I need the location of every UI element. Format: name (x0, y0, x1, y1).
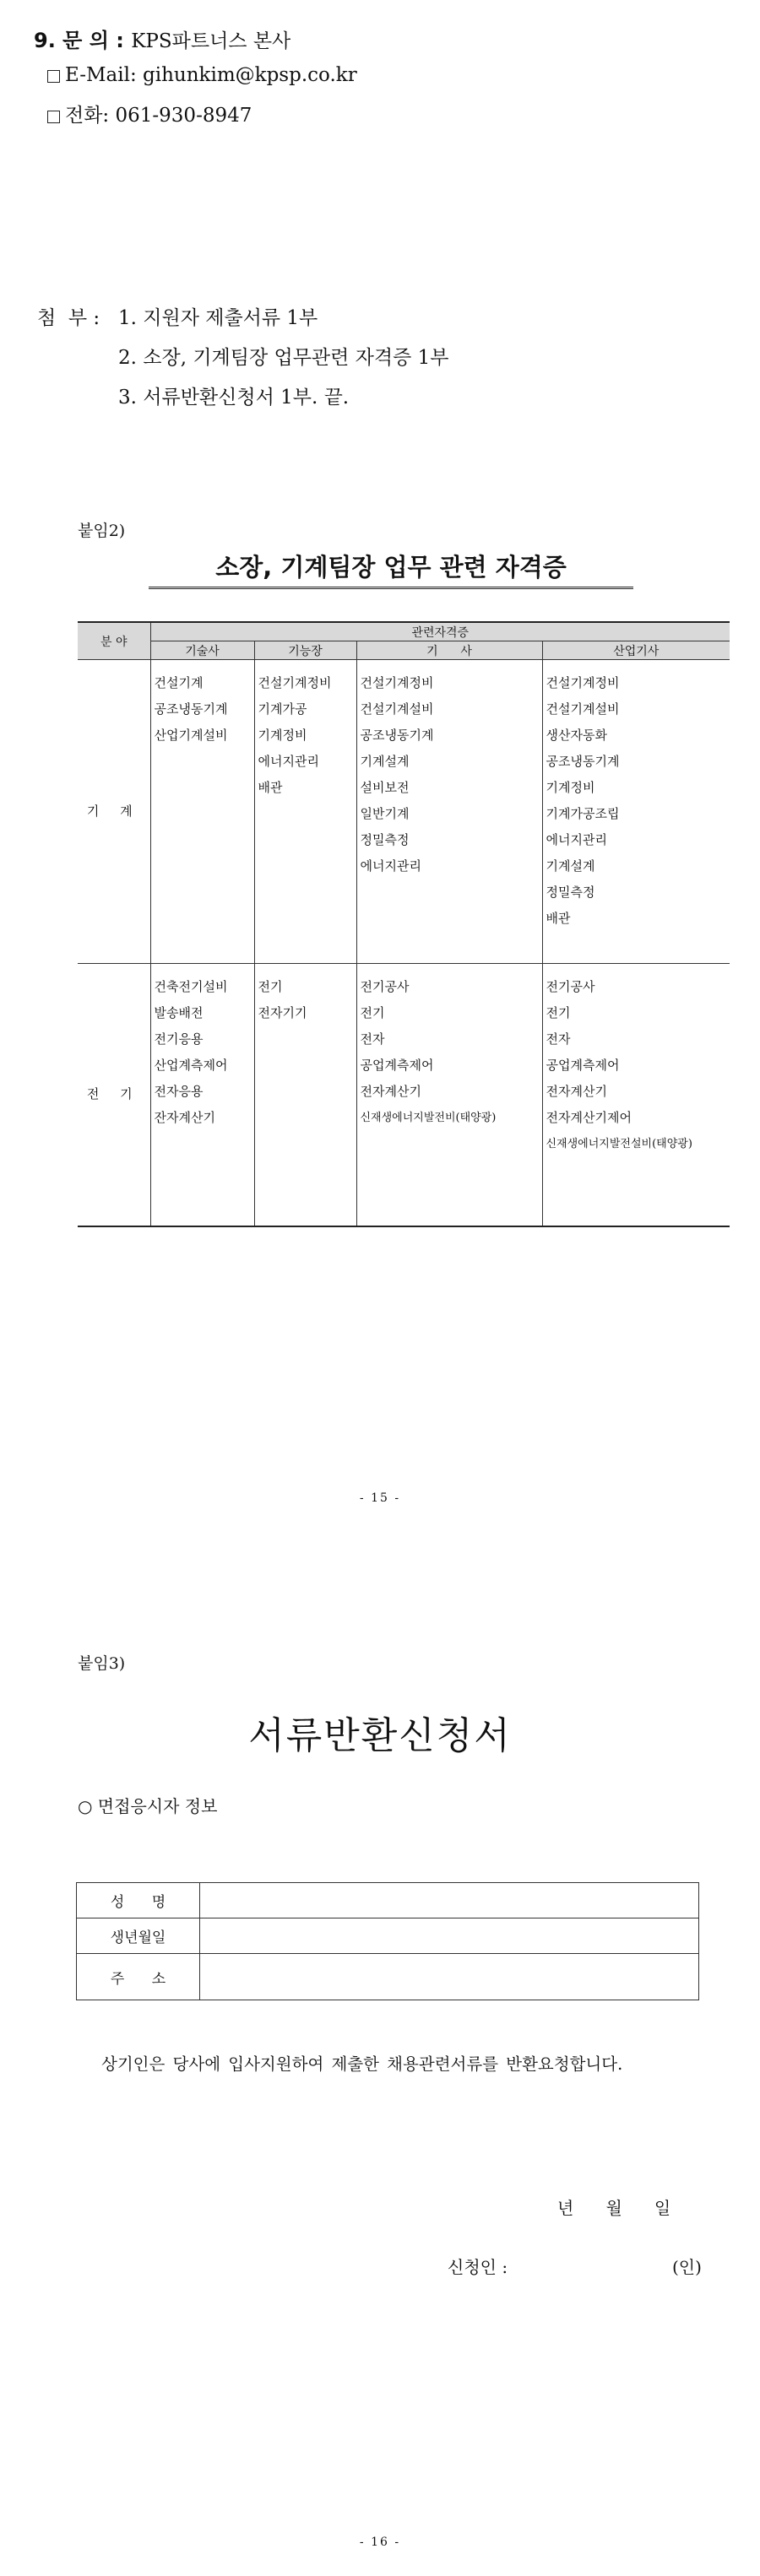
cert-item: 산업기계설비 (154, 728, 228, 743)
name-label: 성 명 (77, 1883, 200, 1918)
applicant-info-table (76, 1882, 699, 2000)
cert-item: 기계정비 (258, 728, 307, 743)
qualification-table (78, 621, 730, 1227)
cert-item: 생산자동화 (546, 728, 607, 743)
cert-item: 전기 (546, 1005, 571, 1020)
column-header: 기술사 (150, 641, 254, 660)
cert-item: 건설기계정비 (360, 675, 434, 690)
cert-item: 전자응용 (154, 1084, 204, 1099)
table-row (78, 660, 730, 964)
birthdate-field[interactable] (200, 1918, 699, 1954)
cert-item: 공업계측제어 (546, 1058, 620, 1073)
seal-mark: (인) (672, 2257, 702, 2277)
attachment-item: 1. 지원자 제출서류 1부 (118, 307, 318, 329)
inquiry-heading-num: 9. 문 의 : (34, 29, 124, 52)
cert-item: 전자기기 (258, 1005, 307, 1020)
cert-item: 에너지관리 (360, 858, 421, 874)
inquiry-heading (34, 24, 290, 53)
inquiry-org: KPS파트너스 본사 (131, 30, 291, 52)
cert-item: 정밀측정 (546, 885, 595, 900)
cert-item: 신재생에너지발전설비(태양광) (546, 1138, 692, 1150)
cert-cell (356, 660, 542, 964)
cert-item: 건설기계설비 (546, 701, 620, 717)
address-label: 주 소 (77, 1954, 200, 2000)
cert-cell (542, 660, 730, 964)
cert-item: 신재생에너지발전비(태양광) (360, 1112, 497, 1124)
section-heading: ○ 면접응시자 정보 (78, 1796, 218, 1816)
cert-item: 전자계산기제어 (546, 1110, 632, 1125)
cert-item: 기계설계 (360, 754, 410, 769)
name-field[interactable] (200, 1883, 699, 1918)
cert-item: 전자 (360, 1031, 385, 1047)
attachment-item: 3. 서류반환신청서 1부. 끝. (118, 387, 350, 409)
cert-cell (254, 964, 356, 1226)
table-row (77, 1918, 699, 1954)
page-number: - 16 - (359, 2535, 401, 2549)
cert-item: 설비보전 (360, 780, 410, 795)
group-header: 관련자격증 (150, 622, 730, 641)
cert-item: 기계설계 (546, 858, 595, 874)
cert-item: 일반기계 (360, 806, 410, 821)
applicant-label: 신청인 : (448, 2257, 508, 2277)
cert-item: 전기공사 (546, 979, 595, 994)
date-line: 년 월 일 (557, 2198, 671, 2218)
annex2-label: 붙임2) (78, 522, 126, 540)
cert-item: 기계정비 (546, 780, 595, 795)
inquiry-email-line (47, 62, 357, 88)
cert-item: 전기 (360, 1005, 385, 1020)
cert-item: 잔자계산기 (154, 1110, 215, 1125)
inquiry-phone-line (47, 103, 252, 128)
cert-item: 건설기계 (154, 675, 204, 690)
cert-item: 기계가공조립 (546, 806, 620, 821)
cert-cell (150, 964, 254, 1226)
inquiry-phone: 전화: 061-930-8947 (65, 105, 252, 127)
column-header: 기 사 (356, 641, 542, 660)
column-header: 기능장 (254, 641, 356, 660)
address-field[interactable] (200, 1954, 699, 2000)
cert-item: 건설기계정비 (258, 675, 332, 690)
cert-item: 전기공사 (360, 979, 410, 994)
field-cell: 전 기 (78, 964, 150, 1226)
cert-item: 산업계측제어 (154, 1058, 228, 1073)
cert-item: 기계가공 (258, 701, 307, 717)
cert-item: 에너지관리 (546, 832, 607, 847)
annex3-label: 붙임3) (78, 1654, 126, 1673)
annex2-title-text: 소장, 기계팀장 업무 관련 자격증 (215, 553, 567, 582)
cert-item: 건설기계설비 (360, 701, 434, 717)
cert-item: 공조냉동기계 (360, 728, 434, 743)
birthdate-label: 생년월일 (77, 1918, 200, 1954)
cert-item: 정밀측정 (360, 832, 410, 847)
cert-cell (542, 964, 730, 1226)
cert-item: 전자 (546, 1031, 571, 1047)
field-cell: 기 계 (78, 660, 150, 964)
cert-item: 건축전기설비 (154, 979, 228, 994)
attachments-label: 첨 부 : (37, 307, 100, 329)
cert-item: 전기 (258, 979, 283, 994)
inquiry-email: E-Mail: gihunkim@kpsp.co.kr (65, 64, 357, 86)
cert-item: 배관 (546, 911, 571, 926)
checkbox-icon (47, 70, 60, 83)
cert-cell (356, 964, 542, 1226)
column-header: 산업기사 (542, 641, 730, 660)
cert-cell (254, 660, 356, 964)
cert-item: 공업계측제어 (360, 1058, 434, 1073)
field-header: 분 야 (78, 622, 150, 660)
cert-item: 에너지관리 (258, 754, 319, 769)
cert-item: 발송배전 (154, 1005, 204, 1020)
page-number: - 15 - (359, 1491, 401, 1505)
cert-item: 전자계산기 (546, 1084, 607, 1099)
attachment-item: 2. 소장, 기계팀장 업무관련 자격증 1부 (118, 347, 449, 369)
checkbox-icon (47, 111, 60, 123)
cert-item: 공조냉동기계 (546, 754, 620, 769)
request-statement: 상기인은 당사에 입사지원하여 제출한 채용관련서류를 반환요청합니다. (101, 2054, 623, 2074)
table-row (78, 964, 730, 1226)
cert-item: 배관 (258, 780, 283, 795)
annex2-title (149, 549, 633, 589)
table-row (77, 1954, 699, 2000)
cert-item: 전기응용 (154, 1031, 204, 1047)
cert-item: 공조냉동기계 (154, 701, 228, 717)
cert-cell (150, 660, 254, 964)
cert-item: 건설기계정비 (546, 675, 620, 690)
table-row (77, 1883, 699, 1918)
cert-item: 전자계산기 (360, 1084, 421, 1099)
annex3-title: 서류반환신청서 (248, 1714, 512, 1757)
